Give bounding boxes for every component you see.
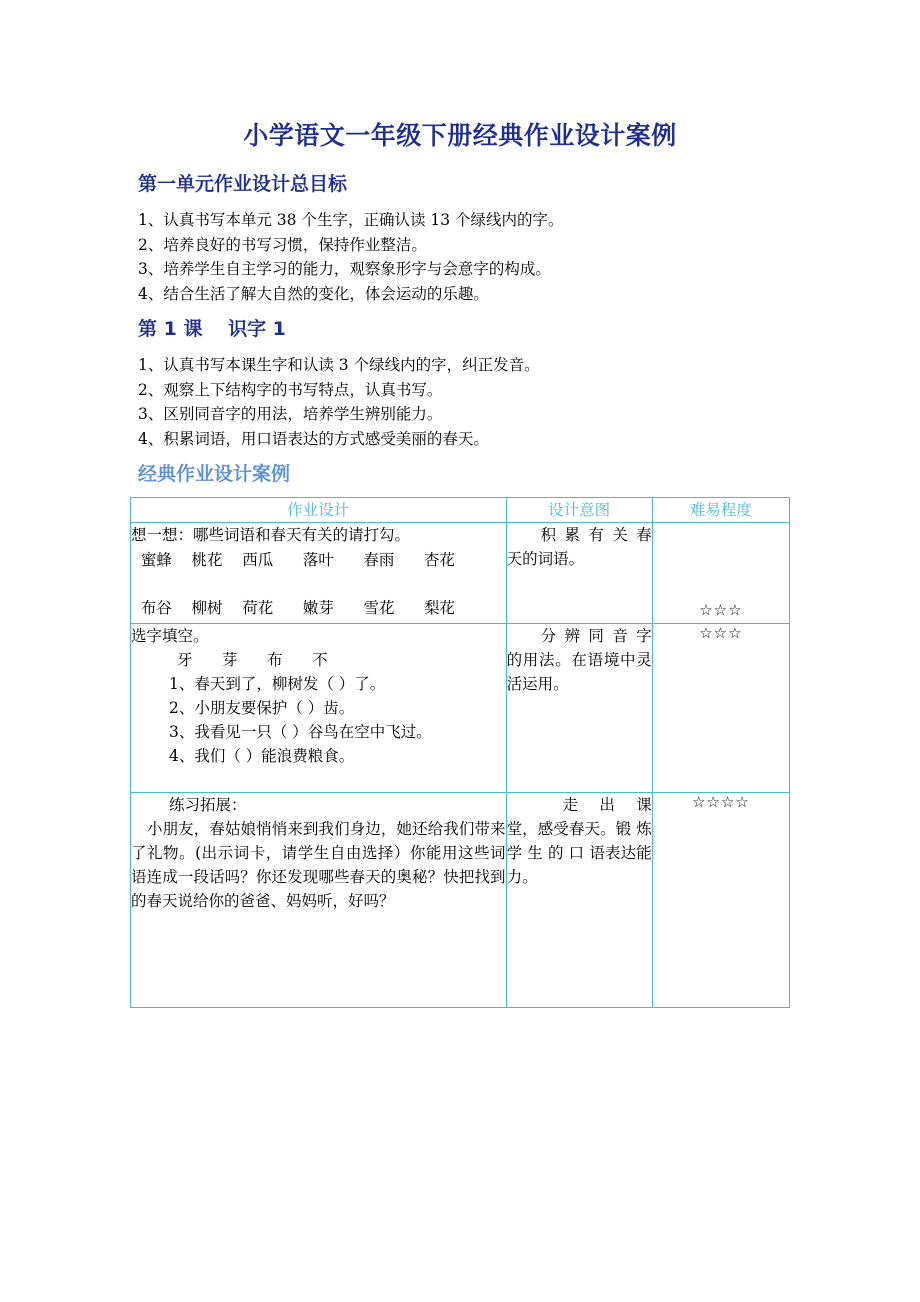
fill-blank-item: 1、春天到了，柳树发（ ）了。	[169, 675, 386, 693]
design-cell	[131, 624, 507, 793]
difficulty-rating: ☆☆☆	[652, 523, 789, 624]
cases-heading: 经典作业设计案例	[138, 463, 291, 485]
lesson-heading: 第 1 课 识字 1	[138, 318, 286, 340]
intent-cell	[506, 523, 652, 624]
extension-text: 小朋友，春姑娘悄悄来到我们身边，她还给我们带来了礼物。(出示词卡，请学生自由选择）你能用这些词语连成一段话吗？你还发现哪些春天的奥秘？快把找到的春天说给你的爸爸、妈妈听，好吗？	[131, 820, 506, 910]
header-design: 作业设计	[131, 498, 507, 523]
fill-blank-item: 4、我们（ ）能浪费粮食。	[169, 747, 355, 765]
intent-cell	[506, 624, 652, 793]
choice-characters: 牙 芽 布 不	[177, 651, 328, 669]
header-intent: 设计意图	[506, 498, 652, 523]
difficulty-rating: ☆☆☆	[652, 624, 789, 793]
intent-cell	[506, 793, 652, 1008]
word-options-line: 布谷 柳树 荷花 嫩芽 雪花 梨花	[131, 599, 455, 617]
lesson-goal-item: 3、区别同音字的用法，培养学生辨别能力。	[138, 405, 443, 423]
intent-text: 分 辨 同 音 字的用法。在语境中灵活运用。	[506, 627, 652, 693]
fill-blank-item: 3、我看见一只（ ）谷鸟在空中飞过。	[169, 723, 432, 741]
unit-goal-item: 2、培养良好的书写习惯，保持作业整洁。	[138, 235, 427, 254]
word-options-line: 蜜蜂 桃花 西瓜 落叶 春雨 杏花	[131, 551, 455, 569]
header-difficulty: 难易程度	[652, 498, 789, 523]
homework-design-table	[130, 497, 790, 1008]
design-prompt: 练习拓展：	[169, 796, 247, 814]
page-title: 小学语文一年级下册经典作业设计案例	[243, 121, 677, 150]
unit-goal-item: 3、培养学生自主学习的能力，观察象形字与会意字的构成。	[138, 260, 551, 278]
unit-goal-heading: 第一单元作业设计总目标	[138, 173, 348, 195]
design-prompt: 选字填空。	[131, 627, 209, 645]
fill-blank-item: 2、小朋友要保护（ ）齿。	[169, 699, 355, 717]
table-row	[131, 624, 790, 793]
unit-goal-item: 1、认真书写本单元 38 个生字，正确认读 13 个绿线内的字。	[138, 211, 564, 229]
lesson-goal-list	[138, 353, 540, 451]
intent-text: 积 累 有 关 春天的词语。	[506, 526, 652, 568]
lesson-goal-item: 4、积累词语，用口语表达的方式感受美丽的春天。	[138, 429, 489, 448]
lesson-goal-item: 1、认真书写本课生字和认读 3 个绿线内的字，纠正发音。	[138, 356, 540, 374]
design-cell	[131, 523, 507, 624]
design-prompt: 想一想：哪些词语和春天有关的请打勾。	[131, 526, 411, 544]
unit-goal-item: 4、结合生活了解大自然的变化，体会运动的乐趣。	[138, 284, 489, 303]
difficulty-rating: ☆☆☆☆	[652, 793, 789, 1008]
table-row	[131, 793, 790, 1008]
lesson-goal-item: 2、观察上下结构字的书写特点，认真书写。	[138, 380, 443, 399]
unit-goal-list	[138, 208, 564, 306]
design-cell	[131, 793, 507, 1008]
table-row	[131, 523, 790, 624]
intent-text: 走 出 课 堂，感受春天。锻 炼 学 生 的 口 语表达能力。	[506, 796, 652, 886]
table-header-row	[131, 498, 790, 523]
